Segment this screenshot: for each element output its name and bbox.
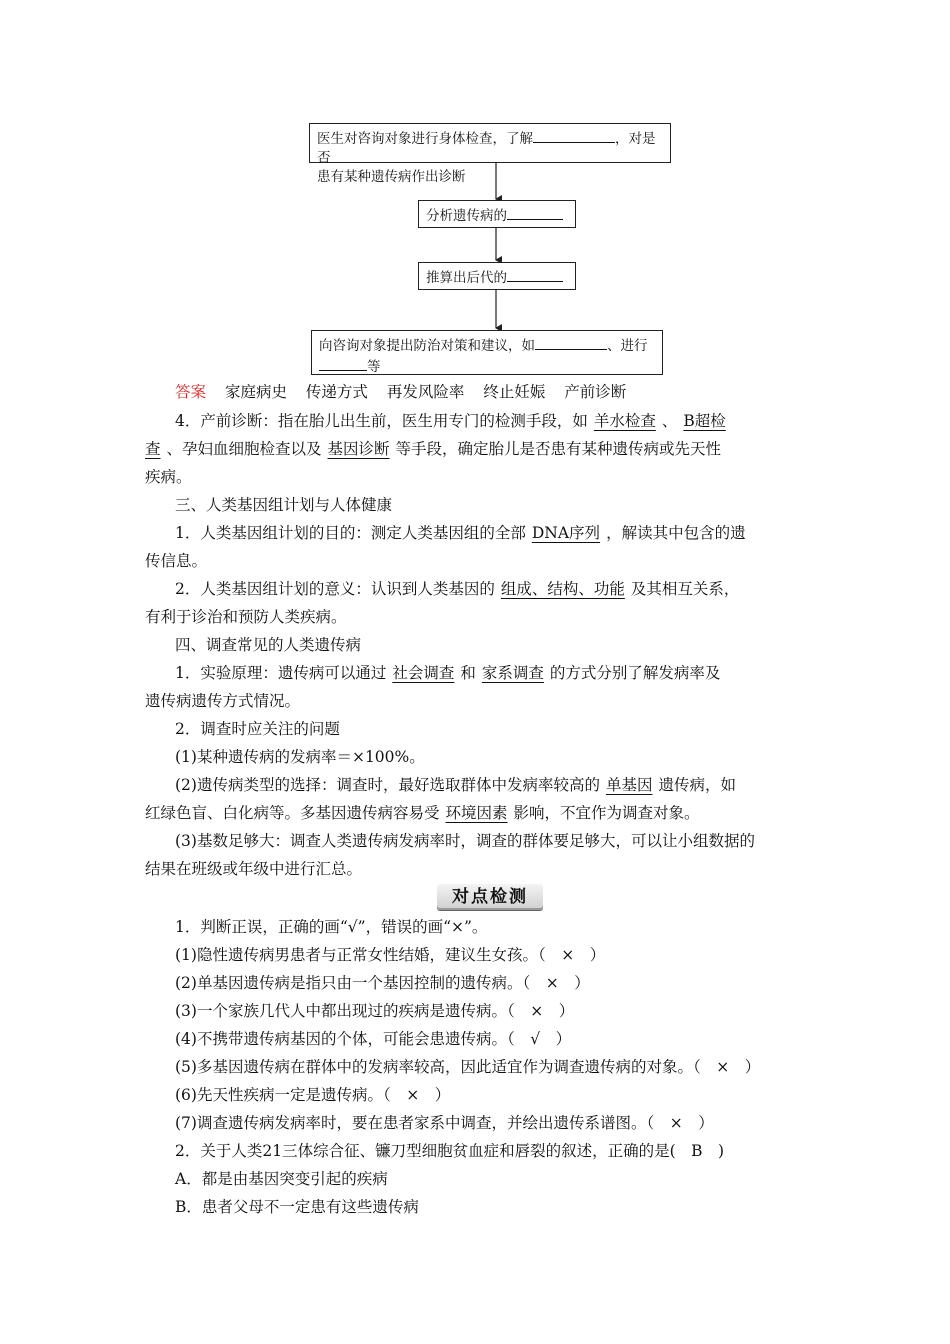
section-banner: 对点检测 — [437, 884, 543, 910]
quiz-q1 — [175, 913, 807, 941]
quiz-item — [175, 997, 807, 1025]
s4-item3-line2 — [145, 855, 807, 883]
s3p2-text: 2．人类基因组计划的意义：认识到人类基因的 — [175, 580, 495, 598]
s4p1-text: 1．实验原理：遗传病可以通过 — [175, 664, 387, 682]
s3p1-text: 传信息。 — [145, 552, 208, 570]
flow-box2-text: 分析遗传病的 — [426, 208, 507, 224]
quiz-item — [175, 1109, 807, 1137]
answer-label: 答案 — [175, 383, 207, 401]
s4-item2-underline-1: 单基因 — [605, 776, 653, 794]
quiz-q1-text: 1．判断正误，正确的画“√”，错误的画“×”。 — [175, 918, 488, 936]
s3p2-text: 有利于诊治和预防人类疾病。 — [145, 608, 347, 626]
flow-box4-blank-2 — [319, 356, 367, 371]
s3p1-text: 1．人类基因组计划的目的：测定人类基因组的全部 — [175, 524, 526, 542]
flow-box-analysis — [418, 200, 576, 228]
quiz-item — [175, 1025, 807, 1053]
p4-underline-2b: 查 — [145, 440, 161, 458]
s3p1-line2 — [145, 547, 807, 575]
s4-item2-text: (2)遗传病类型的选择：调查时，最好选取群体中发病率较高的 — [175, 776, 600, 794]
quiz-item — [175, 969, 807, 997]
flow-box2-blank — [507, 205, 563, 220]
s3p2-text: 及其相互关系， — [630, 580, 740, 598]
quiz-q2-text: 2．关于人类21三体综合征、镰刀型细胞贫血症和唇裂的叙述，正确的是( B ) — [175, 1142, 725, 1160]
s4p1-line1 — [175, 659, 807, 687]
s4-item2-line1 — [175, 771, 807, 799]
section3-title-text: 三、人类基因组计划与人体健康 — [175, 496, 393, 514]
s3p1-line1 — [175, 519, 807, 547]
s4-item2-line2 — [145, 799, 807, 827]
flow-box4-blank-1 — [535, 335, 607, 350]
s4p2-title — [175, 715, 807, 743]
s4-item2-underline-2: 环境因素 — [445, 804, 508, 822]
p4-underline-1: 羊水检查 — [593, 412, 656, 430]
s3p2-underline: 组成、结构、功能 — [500, 580, 625, 598]
answer-item: 产前诊断 — [564, 383, 627, 401]
flow-box1-text-post: ，对是否 — [317, 131, 656, 166]
flow-box3-blank — [507, 267, 563, 282]
quiz-item — [175, 941, 807, 969]
quiz-option-a-text: A．都是由基因突变引起的疾病 — [175, 1170, 388, 1188]
s4-item2-text: 遗传病，如 — [658, 776, 736, 794]
quiz-q2 — [175, 1137, 807, 1165]
quiz-item-text: (5)多基因遗传病在群体中的发病率较高，因此适宜作为调查遗传病的对象。（ × ） — [175, 1058, 761, 1076]
quiz-option-b-text: B．患者父母不一定患有这些遗传病 — [175, 1198, 419, 1216]
s4p1-underline-2: 家系调查 — [481, 664, 544, 682]
s4p1-text: 遗传病遗传方式情况。 — [145, 692, 301, 710]
s4-item3-text: (3)基数足够大：调查人类遗传病发病率时，调查的群体要足够大，可以让小组数据的 — [175, 832, 755, 850]
p4-text: 等手段，确定胎儿是否患有某种遗传病或先天性 — [395, 440, 722, 458]
p4-line1 — [175, 407, 807, 435]
s4-item3-line1 — [175, 827, 807, 855]
p4-line3 — [145, 463, 807, 491]
answer-item: 再发风险率 — [386, 383, 465, 401]
quiz-option-b — [175, 1193, 807, 1221]
s4p2-title-text: 2．调查时应关注的问题 — [175, 720, 340, 738]
p4-text: 、孕妇血细胞检查以及 — [166, 440, 322, 458]
quiz-item — [175, 1081, 807, 1109]
flow-box3-text: 推算出后代的 — [426, 270, 507, 286]
s4p1-line2 — [145, 687, 807, 715]
s3p2-line2 — [145, 603, 807, 631]
quiz-item-text: (1)隐性遗传病男患者与正常女性结婚，建议生女孩。（ × ） — [175, 946, 606, 964]
s4-item1-text: (1)某种遗传病的发病率＝×100%。 — [175, 748, 425, 766]
quiz-item-text: (6)先天性疾病一定是遗传病。（ × ） — [175, 1086, 451, 1104]
quiz-item-text: (2)单基因遗传病是指只由一个基因控制的遗传病。（ × ） — [175, 974, 590, 992]
flow-box-advice — [311, 330, 663, 375]
p4-text: 疾病。 — [145, 468, 192, 486]
quiz-item-text: (4)不携带遗传病基因的个体，可能会患遗传病。（ √ ） — [175, 1030, 572, 1048]
flow-box1-text-pre: 医生对咨询对象进行身体检查，了解 — [317, 131, 533, 147]
s4-item2-text: 影响，不宜作为调查对象。 — [513, 804, 700, 822]
s4-item3-text: 结果在班级或年级中进行汇总。 — [145, 860, 363, 878]
quiz-item-text: (7)调查遗传病发病率时，要在患者家系中调查，并绘出遗传系谱图。（ × ） — [175, 1114, 714, 1132]
p4-underline-2: B超检 — [683, 412, 726, 430]
s3p1-text: ，解读其中包含的遗 — [606, 524, 746, 542]
s4p1-underline-1: 社会调查 — [392, 664, 455, 682]
answer-item: 传递方式 — [305, 383, 368, 401]
flow-box4-text-pre: 向咨询对象提出防治对策和建议，如 — [319, 338, 535, 354]
quiz-item-text: (3)一个家族几代人中都出现过的疾病是遗传病。（ × ） — [175, 1002, 575, 1020]
flow-box4-text-post: 、进行 — [607, 338, 648, 354]
flow-box4-line2: 等 — [367, 359, 381, 375]
answer-line — [175, 378, 807, 406]
p4-text: 、 — [661, 412, 678, 430]
s4-item2-text: 红绿色盲、白化病等。多基因遗传病容易受 — [145, 804, 440, 822]
s4p1-text: 和 — [460, 664, 476, 682]
answer-item: 终止妊娠 — [483, 383, 546, 401]
answer-item: 家庭病史 — [224, 383, 287, 401]
s3p2-line1 — [175, 575, 807, 603]
p4-line2 — [145, 435, 807, 463]
s4p1-text: 的方式分别了解发病率及 — [549, 664, 721, 682]
section3-title — [175, 491, 807, 519]
s4-item1 — [175, 743, 807, 771]
p4-underline-3: 基因诊断 — [327, 440, 390, 458]
quiz-item — [175, 1053, 807, 1081]
flow-box1-line2: 患有某种遗传病作出诊断 — [317, 169, 466, 185]
s3p1-underline: DNA序列 — [531, 524, 601, 542]
flow-box-offspring — [418, 262, 576, 290]
section4-title — [175, 631, 807, 659]
quiz-option-a — [175, 1165, 807, 1193]
p4-text: 4．产前诊断：指在胎儿出生前，医生用专门的检测手段，如 — [175, 412, 588, 430]
section4-title-text: 四、调查常见的人类遗传病 — [175, 636, 362, 654]
